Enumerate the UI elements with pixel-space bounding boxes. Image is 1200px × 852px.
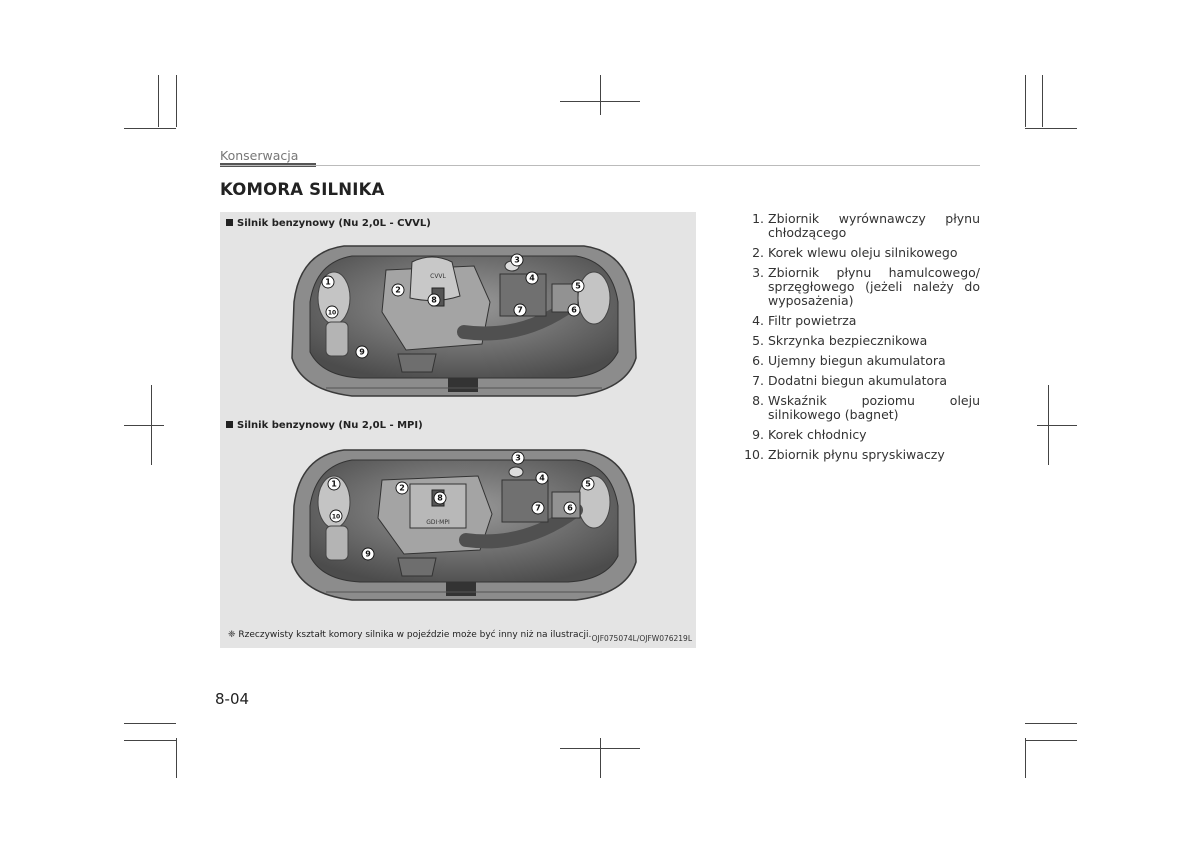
figure-panel	[220, 212, 696, 648]
page-number: 8-04	[215, 690, 250, 708]
svg-text:1: 1	[331, 479, 337, 489]
svg-text:4: 4	[539, 473, 545, 483]
legend-list	[740, 212, 980, 468]
svg-text:1: 1	[325, 277, 331, 287]
svg-text:3: 3	[515, 453, 521, 463]
svg-text:7: 7	[535, 503, 541, 513]
list-item: 2. Korek wlewu oleju silnikowego	[752, 245, 958, 260]
callout-1	[322, 276, 334, 288]
callout-7	[532, 502, 544, 514]
callout-2	[392, 284, 404, 296]
list-item: 9. Korek chłodnicy	[752, 427, 867, 442]
svg-text:9: 9	[365, 549, 371, 559]
callout-10	[330, 510, 342, 522]
callout-7	[514, 304, 526, 316]
svg-text:4: 4	[529, 273, 535, 283]
engine-cover-text: CVVL	[430, 273, 446, 280]
svg-text:6: 6	[567, 503, 573, 513]
section-header-rule	[220, 165, 980, 166]
callout-3	[512, 452, 524, 464]
callout-4	[526, 272, 538, 284]
svg-text:3: 3	[514, 255, 520, 265]
engine-illustration-cvvl	[286, 240, 642, 410]
list-item: 5. Skrzynka bezpiecznikowa	[752, 333, 928, 348]
callout-9	[356, 346, 368, 358]
svg-text:10: 10	[331, 513, 341, 521]
list-item: 4. Filtr powietrza	[752, 313, 857, 328]
page-title: KOMORA SILNIKA	[220, 180, 385, 199]
list-item: 6. Ujemny biegun akumulatora	[752, 353, 946, 368]
callout-5	[572, 280, 584, 292]
svg-text:8: 8	[437, 493, 443, 503]
svg-text:5: 5	[585, 479, 591, 489]
engine-illustration-mpi	[286, 444, 642, 614]
svg-text:8: 8	[431, 295, 437, 305]
callout-3	[511, 254, 523, 266]
list-item: 8. Wskaźnik poziomu oleju silnikowego (bagnet)	[752, 393, 980, 422]
callout-10	[326, 306, 338, 318]
list-item: 3. Zbiornik płynu hamulcowego/ sprzęgłowego (jeżeli należy do wyposażenia)	[752, 265, 980, 308]
svg-text:10: 10	[327, 309, 337, 317]
section-header: Konserwacja	[220, 148, 299, 163]
figure-caption-cvvl: Silnik benzynowy (Nu 2,0L - CVVL)	[226, 218, 431, 229]
svg-text:2: 2	[395, 285, 401, 295]
svg-text:7: 7	[517, 305, 523, 315]
engine-cover-text: GDI·MPI	[426, 519, 450, 526]
figure-code: OJF075074L/OJFW076219L	[591, 634, 692, 643]
callout-8	[428, 294, 440, 306]
svg-text:6: 6	[571, 305, 577, 315]
callout-1	[328, 478, 340, 490]
list-item: 1. Zbiornik wyrównawczy płynu chłodzącego	[752, 211, 980, 240]
list-item: 7. Dodatni biegun akumulatora	[752, 373, 948, 388]
callout-5	[582, 478, 594, 490]
bullet-square-icon	[226, 219, 233, 226]
callout-6	[568, 304, 580, 316]
svg-text:9: 9	[359, 347, 365, 357]
callout-9	[362, 548, 374, 560]
callout-2	[396, 482, 408, 494]
callout-6	[564, 502, 576, 514]
svg-text:2: 2	[399, 483, 405, 493]
list-item: 10. Zbiornik płynu spryskiwaczy	[744, 447, 945, 462]
figure-caption-mpi: Silnik benzynowy (Nu 2,0L - MPI)	[226, 420, 423, 431]
callout-8	[434, 492, 446, 504]
svg-text:5: 5	[575, 281, 581, 291]
callout-4	[536, 472, 548, 484]
figure-footnote: ❈ Rzeczywisty kształt komory silnika w pojeździe może być inny niż na ilustracji.	[228, 630, 592, 640]
bullet-square-icon	[226, 421, 233, 428]
